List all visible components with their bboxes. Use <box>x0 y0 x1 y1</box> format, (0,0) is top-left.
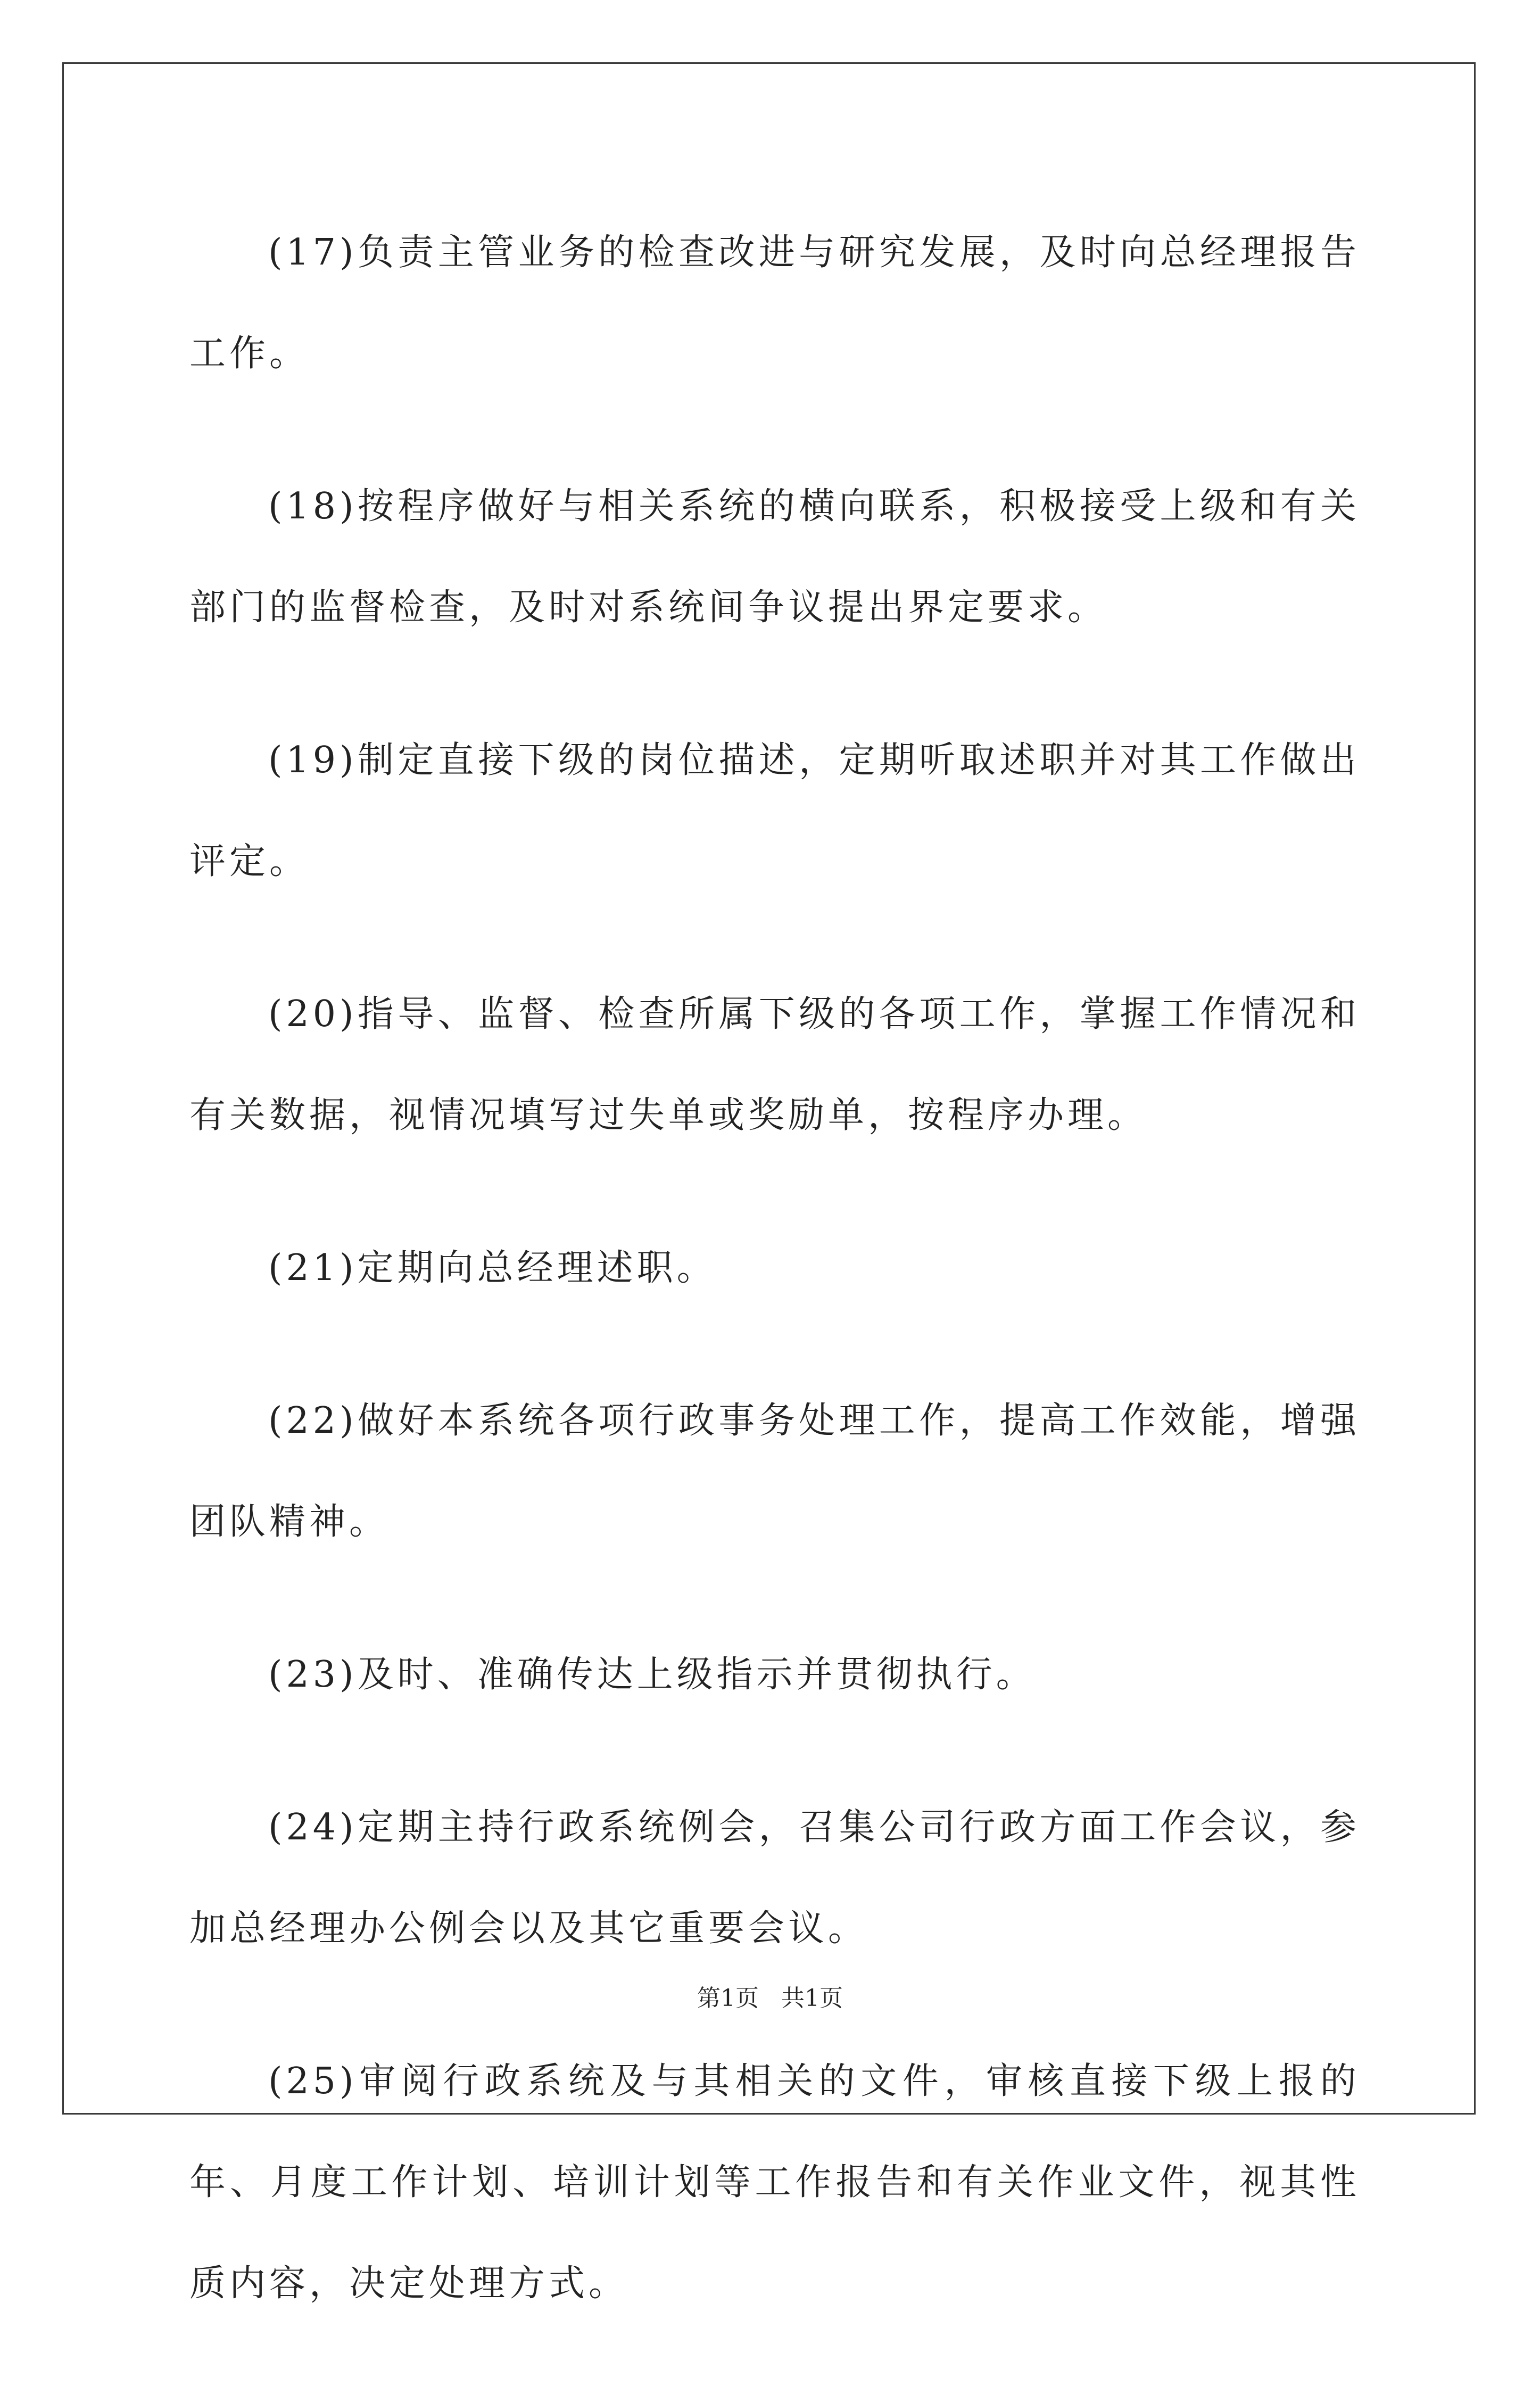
paragraph-19: (19)制定直接下级的岗位描述，定期听取述职并对其工作做出评定。 <box>189 739 1360 882</box>
page-footer <box>0 1983 1540 2015</box>
page-total: 共1页 <box>781 1985 843 2012</box>
paragraph-23: (23)及时、准确传达上级指示并贯彻执行。 <box>268 1654 1036 1696</box>
paragraph-20: (20)指导、监督、检查所属下级的各项工作，掌握工作情况和有关数据，视情况填写过失单或奖励单，按程序办理。 <box>189 993 1360 1136</box>
paragraph-22: (22)做好本系统各项行政事务处理工作，提高工作效能，增强团队精神。 <box>189 1400 1360 1543</box>
paragraph-17: (17)负责主管业务的检查改进与研究发展，及时向总经理报告工作。 <box>189 232 1360 375</box>
document-body <box>189 202 1360 2386</box>
paragraph-21: (21)定期向总经理述职。 <box>268 1247 717 1289</box>
paragraph-25: (25)审阅行政系统及与其相关的文件，审核直接下级上报的年、月度工作计划、培训计划等工作报告和有关作业文件，视其性质内容，决定处理方式。 <box>189 2060 1360 2305</box>
page-number: 第1页 <box>697 1985 759 2012</box>
paragraph-18: (18)按程序做好与相关系统的横向联系，积极接受上级和有关部门的监督检查，及时对系统间争议提出界定要求。 <box>189 485 1360 629</box>
paragraph-24: (24)定期主持行政系统例会，召集公司行政方面工作会议，参加总经理办公例会以及其它重要会议。 <box>189 1806 1360 1950</box>
